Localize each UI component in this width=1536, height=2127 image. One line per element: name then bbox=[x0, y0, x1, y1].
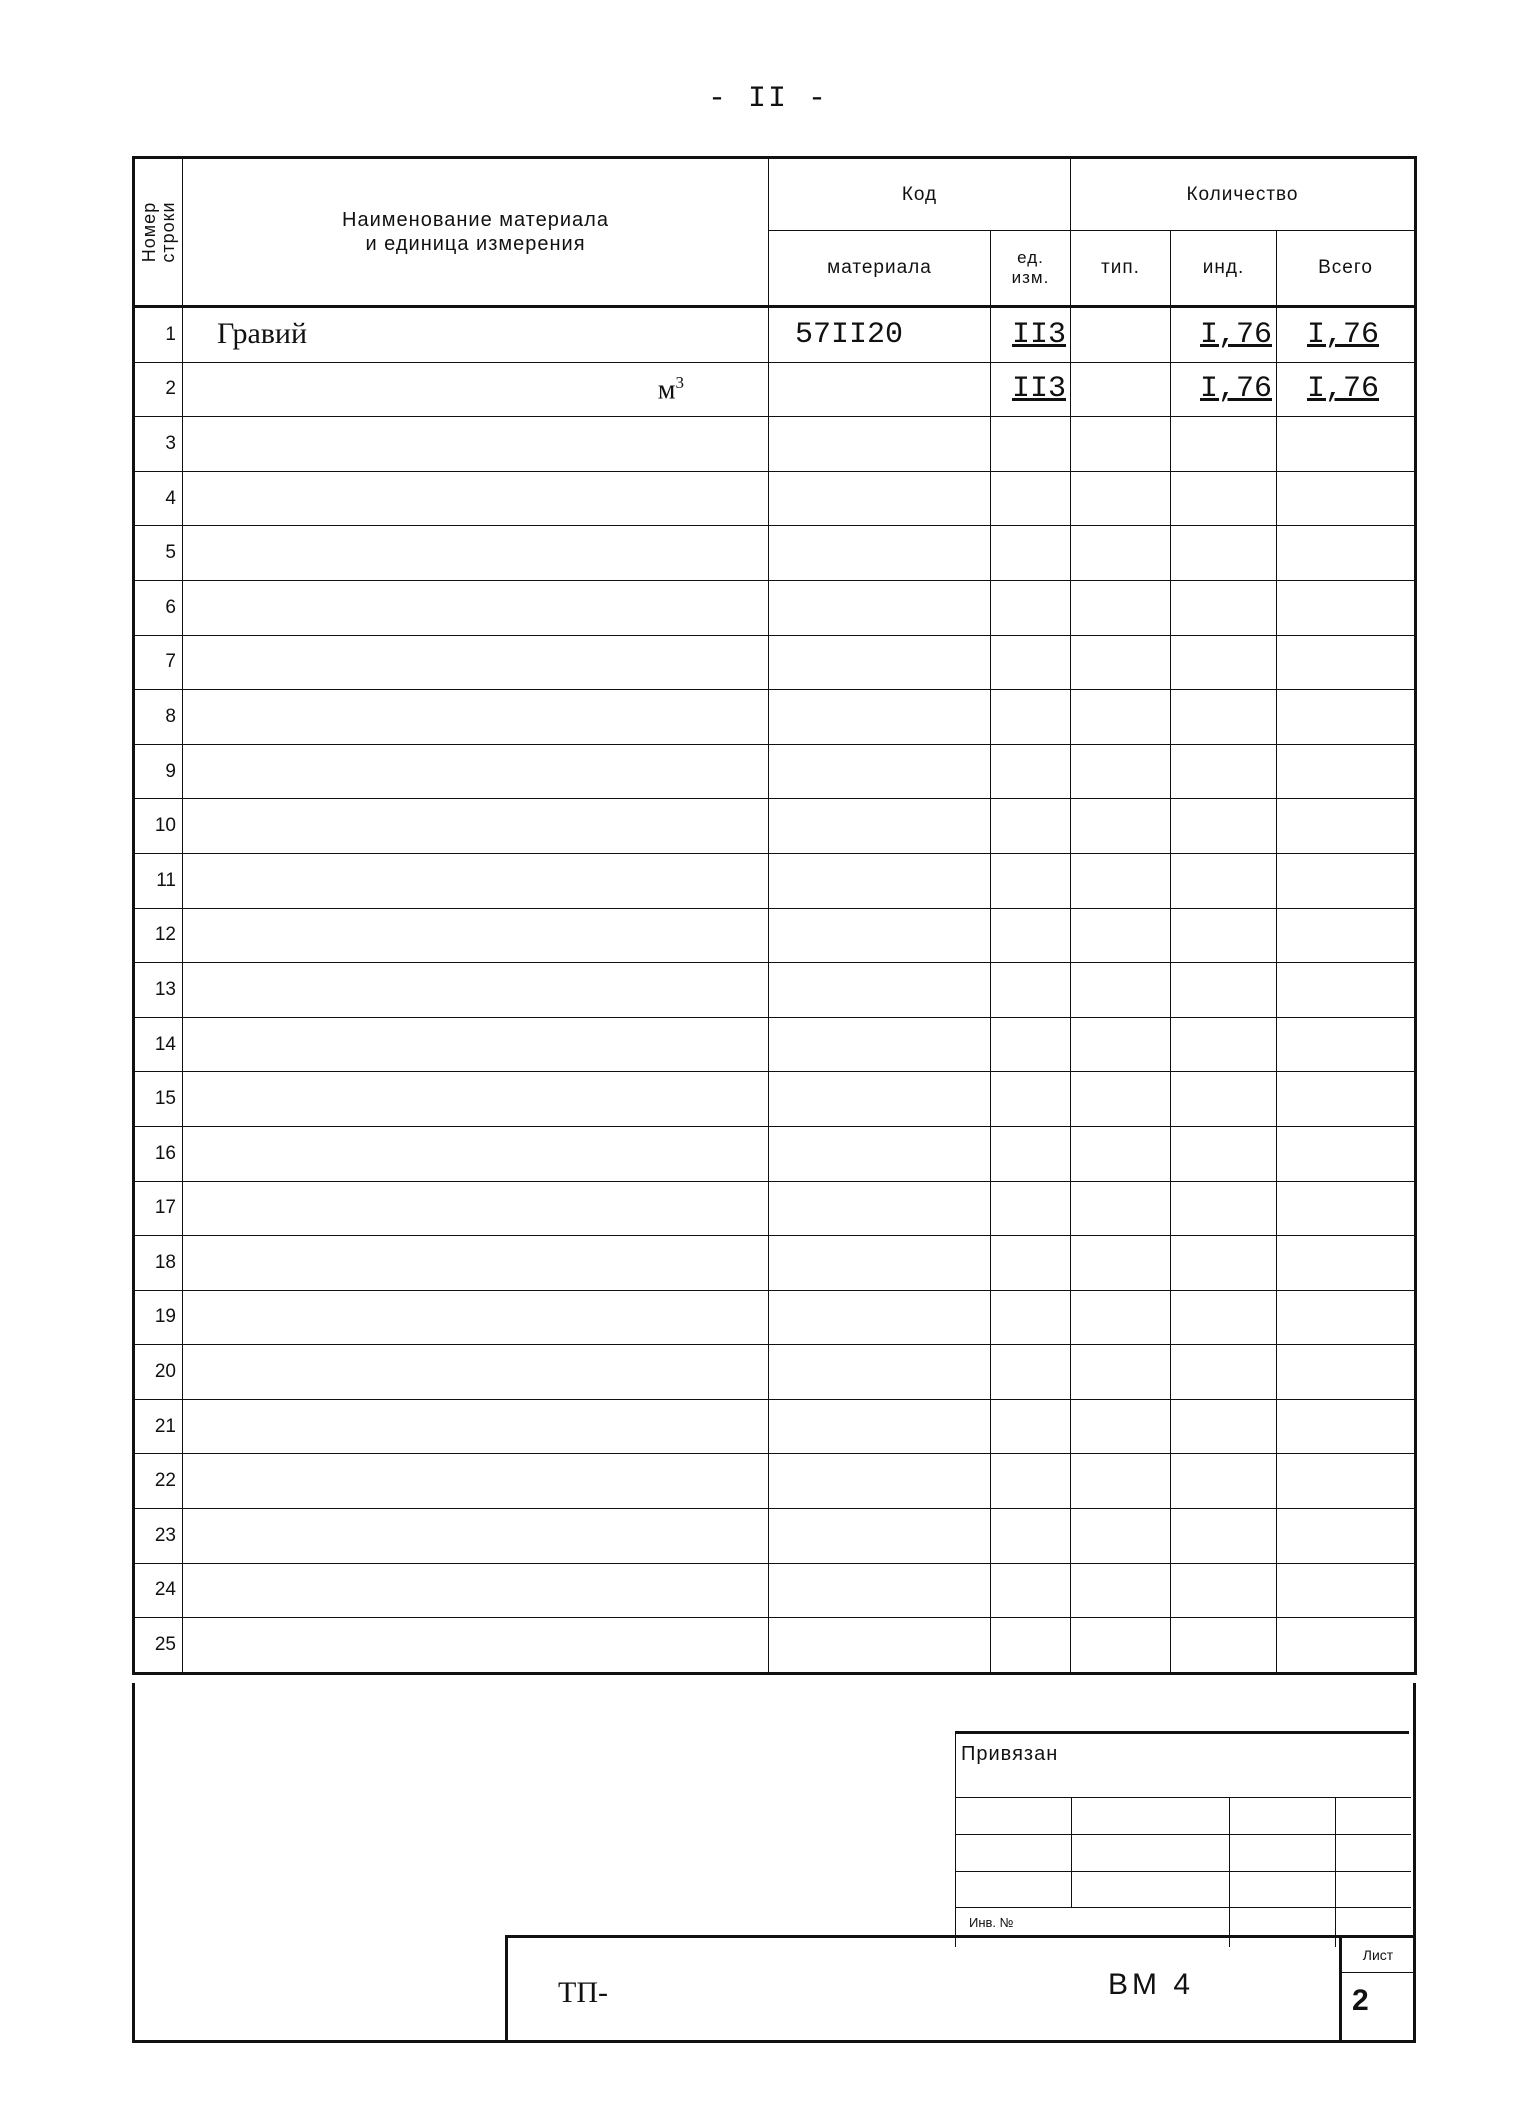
name-header bbox=[183, 158, 769, 307]
quantity-group-header: Количество bbox=[1071, 158, 1416, 231]
typical-qty bbox=[1071, 362, 1171, 417]
typical-qty bbox=[1071, 1509, 1171, 1564]
table-row bbox=[134, 1290, 1416, 1345]
material-name-cell bbox=[183, 526, 769, 581]
typical-qty bbox=[1071, 1017, 1171, 1072]
individual-qty: I,76 bbox=[1171, 362, 1277, 417]
title-block bbox=[505, 1935, 1414, 2043]
material-code bbox=[769, 417, 991, 472]
individual-qty bbox=[1171, 1017, 1277, 1072]
code-group-header: Код bbox=[769, 158, 1071, 231]
total-qty bbox=[1277, 1509, 1416, 1564]
individual-qty bbox=[1171, 1181, 1277, 1236]
unit-code bbox=[991, 690, 1071, 745]
unit-code bbox=[991, 1399, 1071, 1454]
binding-stamp bbox=[955, 1731, 1411, 1947]
table-row bbox=[134, 799, 1416, 854]
name-header-line1: Наименование материала bbox=[342, 209, 609, 231]
material-name-cell bbox=[183, 1072, 769, 1127]
material-name-cell bbox=[183, 1345, 769, 1400]
typical-qty bbox=[1071, 1072, 1171, 1127]
unit-code bbox=[991, 963, 1071, 1018]
material-name-cell bbox=[183, 471, 769, 526]
material-name-cell bbox=[183, 1126, 769, 1181]
typical-qty bbox=[1071, 1399, 1171, 1454]
unit-code bbox=[991, 1072, 1071, 1127]
measure-unit bbox=[658, 373, 684, 406]
individual-qty bbox=[1171, 744, 1277, 799]
total-qty bbox=[1277, 1017, 1416, 1072]
material-name-cell bbox=[183, 1236, 769, 1291]
row-number: 21 bbox=[134, 1399, 183, 1454]
material-code bbox=[769, 362, 991, 417]
material-name-cell bbox=[183, 690, 769, 745]
material-name-cell bbox=[183, 1181, 769, 1236]
individual-qty bbox=[1171, 580, 1277, 635]
individual-qty bbox=[1171, 1126, 1277, 1181]
typical-qty bbox=[1071, 1618, 1171, 1674]
material-code bbox=[769, 1509, 991, 1564]
individual-qty bbox=[1171, 908, 1277, 963]
individual-qty bbox=[1171, 1399, 1277, 1454]
row-number: 17 bbox=[134, 1181, 183, 1236]
material-name-cell bbox=[183, 1618, 769, 1674]
row-number: 19 bbox=[134, 1290, 183, 1345]
material-code bbox=[769, 1236, 991, 1291]
table-row bbox=[134, 307, 1416, 363]
material-code bbox=[769, 1618, 991, 1674]
material-code bbox=[769, 1290, 991, 1345]
total-qty bbox=[1277, 417, 1416, 472]
individual-qty bbox=[1171, 1509, 1277, 1564]
individual-qty bbox=[1171, 690, 1277, 745]
typical-qty bbox=[1071, 526, 1171, 581]
unit-code bbox=[991, 635, 1071, 690]
unit-code bbox=[991, 1290, 1071, 1345]
unit-code bbox=[991, 1563, 1071, 1618]
row-number: 7 bbox=[134, 635, 183, 690]
total-qty bbox=[1277, 1618, 1416, 1674]
table-row bbox=[134, 908, 1416, 963]
individual-qty bbox=[1171, 526, 1277, 581]
total-qty bbox=[1277, 853, 1416, 908]
total-qty bbox=[1277, 690, 1416, 745]
row-number: 16 bbox=[134, 1126, 183, 1181]
material-name-cell bbox=[183, 963, 769, 1018]
material-name-cell bbox=[183, 635, 769, 690]
typical-qty bbox=[1071, 963, 1171, 1018]
row-number: 11 bbox=[134, 853, 183, 908]
total-qty bbox=[1277, 635, 1416, 690]
material-name-cell bbox=[183, 417, 769, 472]
unit-code bbox=[991, 1017, 1071, 1072]
row-number: 13 bbox=[134, 963, 183, 1018]
material-name-cell bbox=[183, 908, 769, 963]
table-row bbox=[134, 1399, 1416, 1454]
unit-code bbox=[991, 1236, 1071, 1291]
material-name-cell bbox=[183, 307, 769, 363]
individual-qty bbox=[1171, 1345, 1277, 1400]
table-row bbox=[134, 690, 1416, 745]
materials-table-wrapper bbox=[132, 156, 1417, 1675]
typical-qty bbox=[1071, 799, 1171, 854]
unit-code bbox=[991, 908, 1071, 963]
materials-table bbox=[132, 156, 1417, 1675]
typical-qty bbox=[1071, 1563, 1171, 1618]
bound-label: Привязан bbox=[961, 1743, 1059, 1765]
unit-code bbox=[991, 1126, 1071, 1181]
inventory-label: Инв. № bbox=[969, 1915, 1014, 1930]
total-qty bbox=[1277, 1345, 1416, 1400]
total-qty bbox=[1277, 1563, 1416, 1618]
material-code bbox=[769, 1563, 991, 1618]
unit-code: II3 bbox=[991, 362, 1071, 417]
unit-code bbox=[991, 1618, 1071, 1674]
typical-qty bbox=[1071, 690, 1171, 745]
material-code bbox=[769, 690, 991, 745]
typical-qty bbox=[1071, 307, 1171, 363]
materials-rows bbox=[134, 307, 1416, 1674]
total-qty bbox=[1277, 963, 1416, 1018]
typical-qty bbox=[1071, 417, 1171, 472]
material-name: Гравий bbox=[217, 316, 308, 350]
material-code bbox=[769, 1345, 991, 1400]
total-qty bbox=[1277, 1290, 1416, 1345]
table-row bbox=[134, 417, 1416, 472]
row-number: 20 bbox=[134, 1345, 183, 1400]
total-qty: I,76 bbox=[1277, 307, 1416, 363]
unit-code bbox=[991, 471, 1071, 526]
material-code bbox=[769, 1454, 991, 1509]
typical-qty bbox=[1071, 635, 1171, 690]
row-number: 1 bbox=[134, 307, 183, 363]
individual-qty bbox=[1171, 799, 1277, 854]
table-row bbox=[134, 526, 1416, 581]
row-number-label: Номер строки bbox=[138, 201, 178, 263]
typical-qty bbox=[1071, 1345, 1171, 1400]
material-name-cell bbox=[183, 1017, 769, 1072]
table-row bbox=[134, 580, 1416, 635]
total-qty bbox=[1277, 580, 1416, 635]
total-qty bbox=[1277, 1181, 1416, 1236]
material-code bbox=[769, 471, 991, 526]
material-code bbox=[769, 635, 991, 690]
material-name-cell bbox=[183, 853, 769, 908]
material-name-cell bbox=[183, 744, 769, 799]
total-qty bbox=[1277, 1236, 1416, 1291]
material-name-cell bbox=[183, 580, 769, 635]
material-name-cell bbox=[183, 1399, 769, 1454]
material-code bbox=[769, 1399, 991, 1454]
unit-code bbox=[991, 417, 1071, 472]
unit-code bbox=[991, 580, 1071, 635]
typical-qty-header: тип. bbox=[1071, 231, 1171, 307]
row-number-header bbox=[134, 158, 183, 307]
row-number: 24 bbox=[134, 1563, 183, 1618]
table-row bbox=[134, 744, 1416, 799]
material-name-cell bbox=[183, 1454, 769, 1509]
individual-qty: I,76 bbox=[1171, 307, 1277, 363]
row-number: 10 bbox=[134, 799, 183, 854]
material-code bbox=[769, 853, 991, 908]
table-row bbox=[134, 1345, 1416, 1400]
total-qty: I,76 bbox=[1277, 362, 1416, 417]
total-qty bbox=[1277, 1072, 1416, 1127]
table-row bbox=[134, 1072, 1416, 1127]
row-number: 18 bbox=[134, 1236, 183, 1291]
material-code bbox=[769, 908, 991, 963]
total-qty bbox=[1277, 1126, 1416, 1181]
table-row bbox=[134, 362, 1416, 417]
row-number: 6 bbox=[134, 580, 183, 635]
material-code bbox=[769, 799, 991, 854]
typical-qty bbox=[1071, 744, 1171, 799]
row-number: 23 bbox=[134, 1509, 183, 1564]
individual-qty bbox=[1171, 1290, 1277, 1345]
table-row bbox=[134, 963, 1416, 1018]
sheet-number: 2 bbox=[1352, 1984, 1369, 2017]
material-code bbox=[769, 963, 991, 1018]
row-number: 2 bbox=[134, 362, 183, 417]
table-row bbox=[134, 635, 1416, 690]
material-name-cell bbox=[183, 1509, 769, 1564]
unit-code bbox=[991, 1509, 1071, 1564]
total-qty bbox=[1277, 1399, 1416, 1454]
typical-qty bbox=[1071, 1236, 1171, 1291]
table-row bbox=[134, 1454, 1416, 1509]
row-number: 15 bbox=[134, 1072, 183, 1127]
measure-unit-power: 3 bbox=[675, 372, 684, 392]
unit-code bbox=[991, 799, 1071, 854]
name-header-line2: и единица измерения bbox=[365, 233, 586, 255]
material-code-header: материала bbox=[769, 231, 991, 307]
document-code: ТП- bbox=[558, 1976, 608, 2009]
material-code bbox=[769, 580, 991, 635]
material-code bbox=[769, 744, 991, 799]
individual-qty bbox=[1171, 417, 1277, 472]
total-qty bbox=[1277, 526, 1416, 581]
material-name-cell bbox=[183, 362, 769, 417]
individual-qty bbox=[1171, 1072, 1277, 1127]
sheet-label: Лист bbox=[1342, 1938, 1414, 1973]
material-code: 57II20 bbox=[769, 307, 991, 363]
material-code bbox=[769, 1072, 991, 1127]
page-number: - II - bbox=[707, 82, 829, 116]
total-qty bbox=[1277, 908, 1416, 963]
material-name-cell bbox=[183, 1290, 769, 1345]
row-number: 4 bbox=[134, 471, 183, 526]
typical-qty bbox=[1071, 908, 1171, 963]
measure-unit-base: м bbox=[657, 374, 676, 406]
typical-qty bbox=[1071, 1290, 1171, 1345]
table-row bbox=[134, 1236, 1416, 1291]
unit-code bbox=[991, 1454, 1071, 1509]
footer-frame bbox=[132, 1683, 1416, 2043]
total-qty bbox=[1277, 1454, 1416, 1509]
material-name-cell bbox=[183, 799, 769, 854]
material-code bbox=[769, 1181, 991, 1236]
table-row bbox=[134, 1126, 1416, 1181]
table-row bbox=[134, 1618, 1416, 1674]
table-row bbox=[134, 1181, 1416, 1236]
individual-qty bbox=[1171, 853, 1277, 908]
individual-qty bbox=[1171, 1236, 1277, 1291]
total-qty-header: Всего bbox=[1277, 231, 1416, 307]
individual-qty bbox=[1171, 471, 1277, 526]
row-number: 9 bbox=[134, 744, 183, 799]
row-number: 12 bbox=[134, 908, 183, 963]
individual-qty-header: инд. bbox=[1171, 231, 1277, 307]
row-number: 25 bbox=[134, 1618, 183, 1674]
table-row bbox=[134, 471, 1416, 526]
material-code bbox=[769, 1017, 991, 1072]
row-number: 3 bbox=[134, 417, 183, 472]
table-row bbox=[134, 1509, 1416, 1564]
unit-code bbox=[991, 853, 1071, 908]
individual-qty bbox=[1171, 1618, 1277, 1674]
individual-qty bbox=[1171, 1563, 1277, 1618]
unit-code-header: ед. изм. bbox=[991, 231, 1071, 307]
table-row bbox=[134, 1563, 1416, 1618]
total-qty bbox=[1277, 799, 1416, 854]
table-row bbox=[134, 853, 1416, 908]
total-qty bbox=[1277, 471, 1416, 526]
row-number: 8 bbox=[134, 690, 183, 745]
row-number: 5 bbox=[134, 526, 183, 581]
row-number: 22 bbox=[134, 1454, 183, 1509]
unit-code bbox=[991, 1345, 1071, 1400]
unit-code: II3 bbox=[991, 307, 1071, 363]
sheet-box bbox=[1339, 1938, 1414, 2043]
row-number: 14 bbox=[134, 1017, 183, 1072]
table-row bbox=[134, 1017, 1416, 1072]
document-mark: ВМ 4 bbox=[1108, 1968, 1195, 2001]
material-name-cell bbox=[183, 1563, 769, 1618]
typical-qty bbox=[1071, 1126, 1171, 1181]
unit-code bbox=[991, 744, 1071, 799]
total-qty bbox=[1277, 744, 1416, 799]
material-code bbox=[769, 526, 991, 581]
typical-qty bbox=[1071, 853, 1171, 908]
typical-qty bbox=[1071, 1454, 1171, 1509]
material-code bbox=[769, 1126, 991, 1181]
individual-qty bbox=[1171, 963, 1277, 1018]
typical-qty bbox=[1071, 471, 1171, 526]
unit-code bbox=[991, 1181, 1071, 1236]
individual-qty bbox=[1171, 1454, 1277, 1509]
typical-qty bbox=[1071, 1181, 1171, 1236]
typical-qty bbox=[1071, 580, 1171, 635]
individual-qty bbox=[1171, 635, 1277, 690]
unit-code bbox=[991, 526, 1071, 581]
